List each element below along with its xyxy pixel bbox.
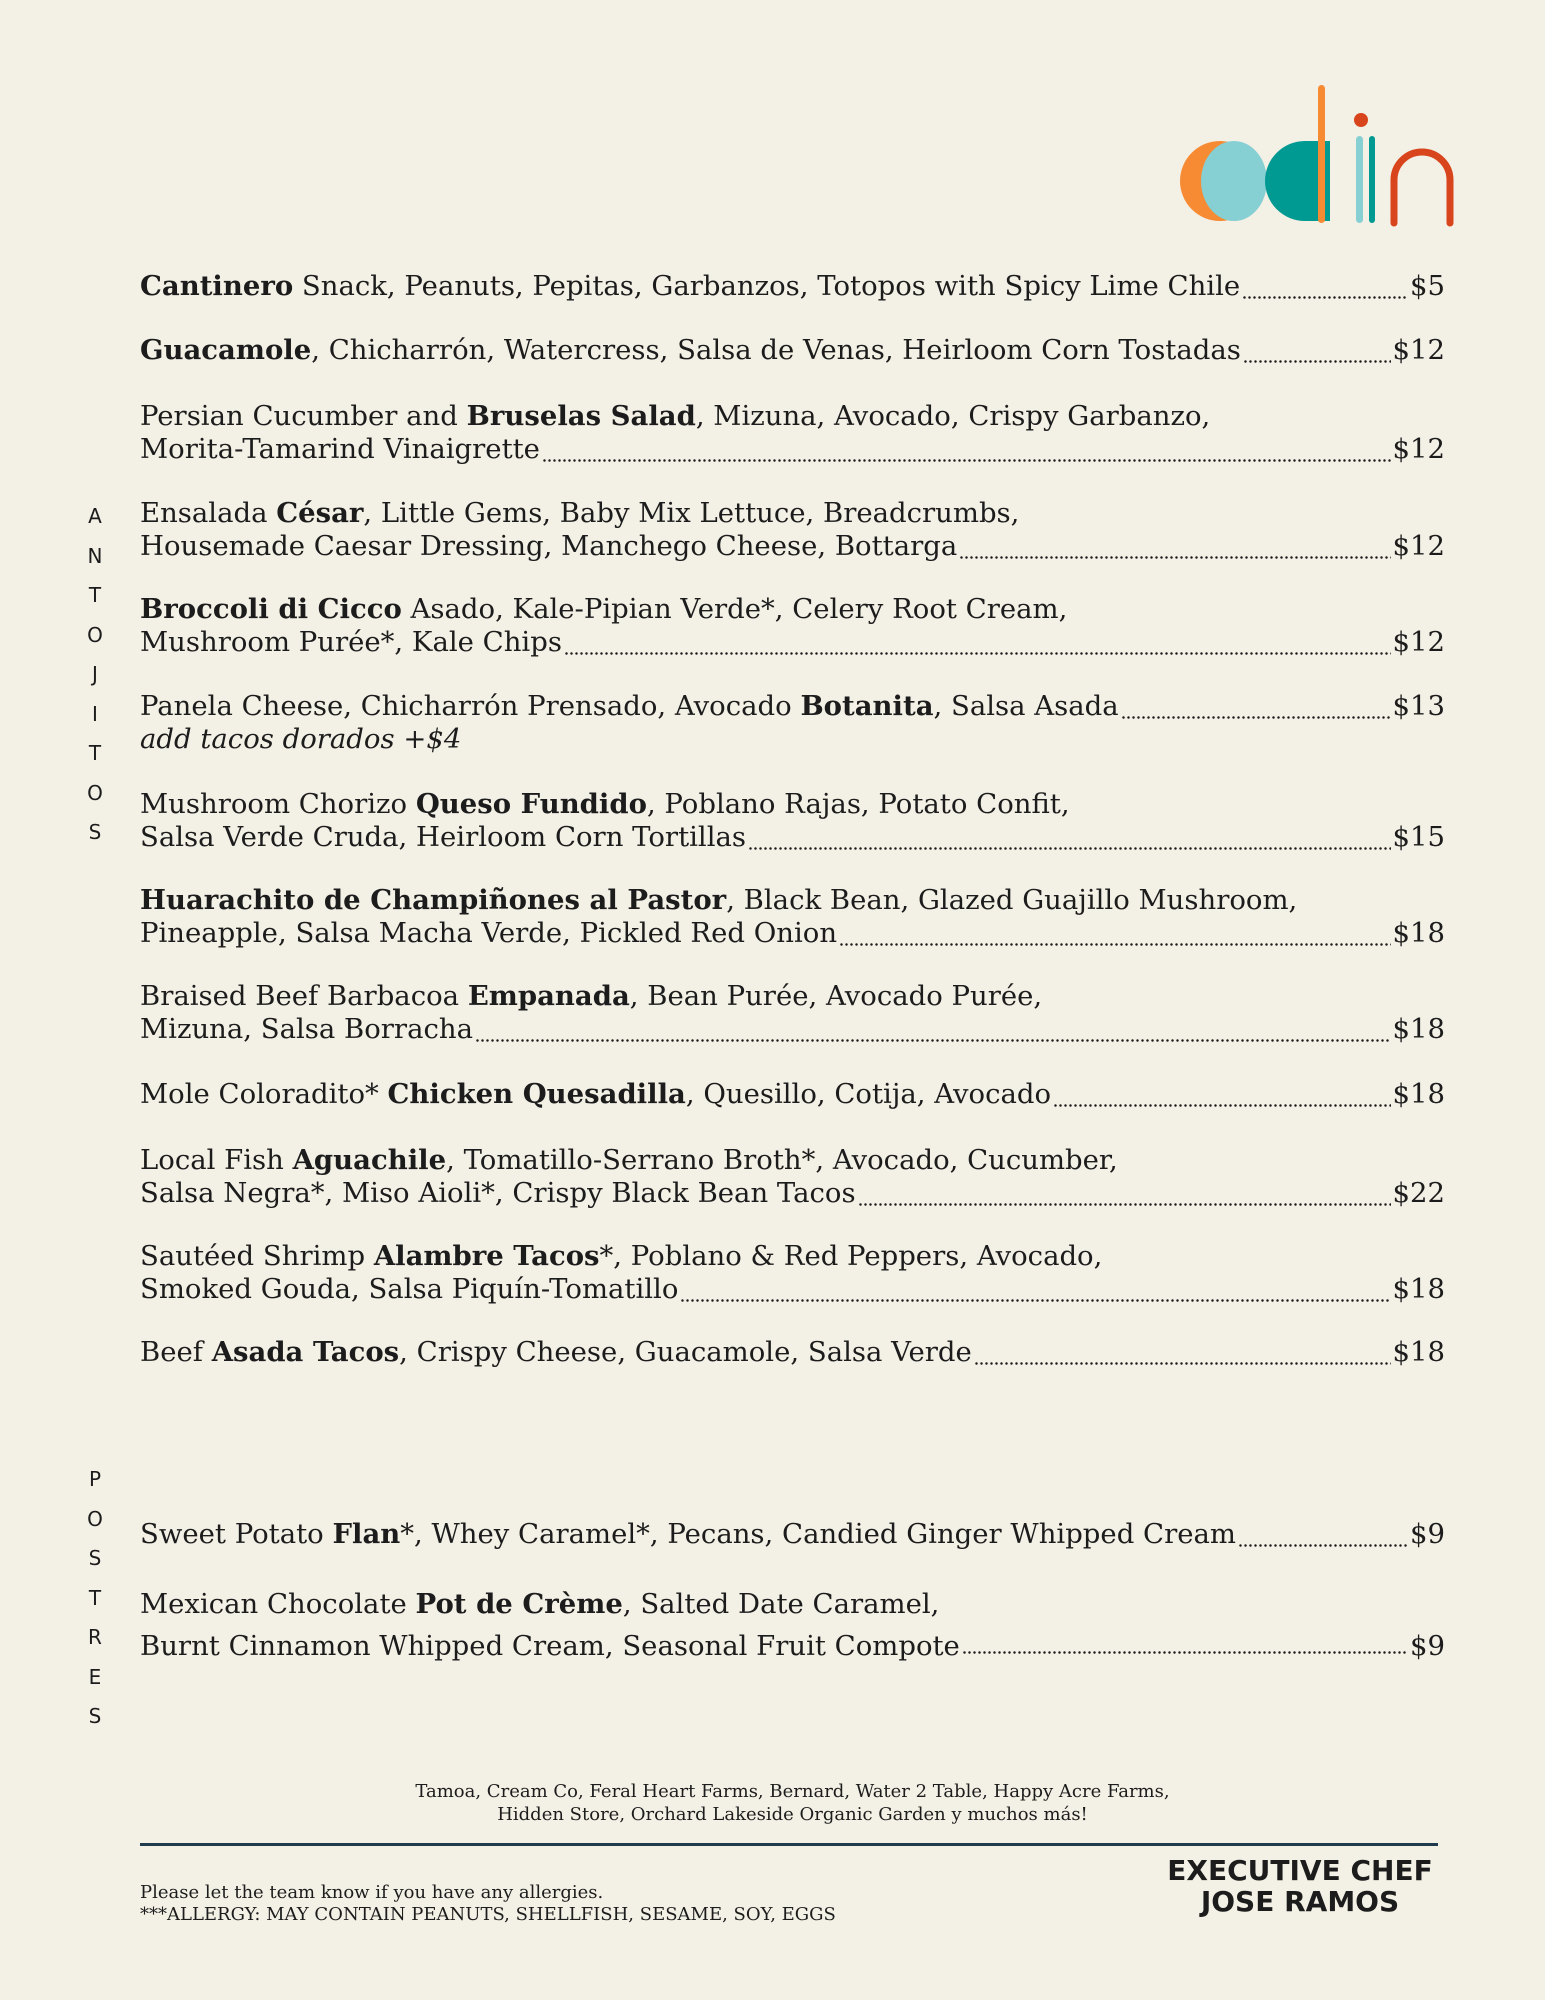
menu-item bbox=[140, 1144, 1445, 1210]
section-letter: T bbox=[88, 1585, 102, 1610]
menu-item-line bbox=[140, 690, 1445, 723]
price: $18 bbox=[1392, 1013, 1445, 1045]
menu-item-line bbox=[140, 1144, 1445, 1177]
dish-description: Snack, Peanuts, Pepitas, Garbanzos, Totopos with Spicy Lime Chile bbox=[293, 270, 1241, 302]
section-letter: J bbox=[92, 662, 98, 686]
menu-item-line bbox=[140, 1013, 1445, 1046]
price: $18 bbox=[1392, 1336, 1445, 1368]
menu-item-line bbox=[140, 497, 1445, 530]
dish-description: Salsa Negra*, Miso Aioli*, Crispy Black Bean Tacos bbox=[140, 1177, 856, 1209]
dish-description: , Black Bean, Glazed Guajillo Mushroom, bbox=[726, 884, 1298, 916]
dish-name: Chicken Quesadilla bbox=[387, 1078, 686, 1110]
menu-item bbox=[140, 1336, 1445, 1369]
menu-item-line bbox=[140, 1273, 1445, 1306]
allergy-notice bbox=[140, 1882, 836, 1926]
dish-description: , Crispy Cheese, Guacamole, Salsa Verde bbox=[399, 1336, 972, 1368]
dish-name: Queso Fundido bbox=[415, 788, 647, 820]
dot-leader bbox=[542, 433, 1391, 466]
price: $9 bbox=[1410, 1518, 1445, 1550]
section-letter: E bbox=[88, 1664, 102, 1689]
dot-leader bbox=[1121, 690, 1391, 723]
menu-item-line bbox=[140, 917, 1445, 950]
menu-item bbox=[140, 593, 1445, 659]
menu-item bbox=[140, 788, 1445, 854]
dot-leader bbox=[475, 1013, 1391, 1046]
dish-description: Ensalada bbox=[140, 497, 277, 529]
menu-item bbox=[140, 980, 1445, 1046]
menu-item bbox=[140, 1240, 1445, 1306]
section-letter: S bbox=[88, 820, 102, 844]
section-letter: A bbox=[88, 504, 102, 528]
logo-n bbox=[1394, 152, 1450, 223]
price: $9 bbox=[1410, 1630, 1445, 1662]
menu-item bbox=[140, 400, 1445, 466]
price: $18 bbox=[1392, 917, 1445, 949]
dish-description: Asado, Kale-Pipian Verde*, Celery Root Cream, bbox=[401, 593, 1068, 625]
menu-item-line bbox=[140, 400, 1445, 433]
menu-item-note: add tacos dorados +$4 bbox=[140, 723, 462, 755]
dot-leader bbox=[839, 917, 1390, 950]
dot-leader bbox=[1242, 270, 1408, 303]
price: $15 bbox=[1392, 821, 1445, 853]
dish-name: Cantinero bbox=[140, 270, 294, 302]
menu-item bbox=[140, 270, 1445, 303]
dish-description: Sweet Potato bbox=[140, 1518, 333, 1550]
menu-item-line bbox=[140, 1078, 1445, 1111]
antojitos-section-label bbox=[70, 497, 120, 853]
dish-description: Panela Cheese, Chicharrón Prensado, Avocado bbox=[140, 690, 801, 722]
section-letter: T bbox=[88, 741, 102, 765]
price: $13 bbox=[1392, 690, 1445, 722]
section-letter: P bbox=[88, 1467, 102, 1491]
logo-i-dot bbox=[1354, 113, 1368, 127]
dish-description: , Little Gems, Baby Mix Lettuce, Breadcrumbs, bbox=[363, 497, 1020, 529]
dish-name: Empanada bbox=[467, 980, 630, 1012]
menu-item-line bbox=[140, 270, 1445, 303]
dot-leader bbox=[564, 626, 1391, 659]
price: $18 bbox=[1392, 1078, 1445, 1110]
executive-chef bbox=[1150, 1855, 1450, 1917]
dish-description: Mizuna, Salsa Borracha bbox=[140, 1013, 473, 1045]
menu-item-line bbox=[140, 821, 1445, 854]
dish-name: César bbox=[276, 497, 364, 529]
menu-item bbox=[140, 884, 1445, 950]
dish-name: Bruselas Salad bbox=[466, 400, 696, 432]
dish-description: Burnt Cinnamon Whipped Cream, Seasonal Fruit Compote bbox=[140, 1630, 960, 1662]
price: $12 bbox=[1392, 334, 1445, 366]
dish-name: Alambre Tacos bbox=[373, 1240, 600, 1272]
allergy-line-2: ***ALLERGY: MAY CONTAIN PEANUTS, SHELLFISH, SESAME, SOY, EGGS bbox=[140, 1904, 836, 1925]
section-letter: I bbox=[92, 701, 98, 726]
dish-description: *, Whey Caramel*, Pecans, Candied Ginger Whipped Cream bbox=[400, 1518, 1236, 1550]
menu-item-line bbox=[140, 788, 1445, 821]
menu-item-line bbox=[140, 1625, 1445, 1667]
dish-description: Braised Beef Barbacoa bbox=[140, 980, 468, 1012]
dish-description: , Poblano Rajas, Potato Confit, bbox=[646, 788, 1070, 820]
menu-item-line bbox=[140, 1518, 1445, 1551]
dish-description: Sautéed Shrimp bbox=[140, 1240, 374, 1272]
menu-item-line bbox=[140, 433, 1445, 466]
dot-leader bbox=[680, 1273, 1390, 1306]
menu-item-line bbox=[140, 1583, 1445, 1625]
dot-leader bbox=[1243, 334, 1391, 367]
dish-description: , Salsa Asada bbox=[933, 690, 1119, 722]
dish-description: , Chicharrón, Watercress, Salsa de Venas, Heirloom Corn Tostadas bbox=[311, 334, 1241, 366]
dish-name: Asada Tacos bbox=[211, 1336, 400, 1368]
dot-leader bbox=[748, 821, 1390, 854]
purveyors-line-1: Tamoa, Cream Co, Feral Heart Farms, Bernard, Water 2 Table, Happy Acre Farms, bbox=[415, 1781, 1170, 1802]
menu-item bbox=[140, 1078, 1445, 1111]
menu-item bbox=[140, 690, 1445, 756]
dot-leader bbox=[1238, 1518, 1408, 1551]
dish-description: Mushroom Purée*, Kale Chips bbox=[140, 626, 562, 658]
allergy-line-1: Please let the team know if you have any allergies. bbox=[140, 1882, 604, 1903]
dish-description: , Quesillo, Cotija, Avocado bbox=[685, 1078, 1052, 1110]
menu-item bbox=[140, 497, 1445, 563]
dish-name: Botanita bbox=[800, 690, 934, 722]
menu-item-line bbox=[140, 530, 1445, 563]
menu-item-line bbox=[140, 1336, 1445, 1369]
dot-leader bbox=[974, 1336, 1391, 1369]
dish-description: Mushroom Chorizo bbox=[140, 788, 416, 820]
dot-leader bbox=[858, 1177, 1391, 1210]
dish-description: Housemade Caesar Dressing, Manchego Cheese, Bottarga bbox=[140, 530, 958, 562]
dish-name: Flan bbox=[332, 1518, 401, 1550]
menu-item bbox=[140, 334, 1445, 367]
price: $12 bbox=[1392, 433, 1445, 465]
dish-description: Salsa Verde Cruda, Heirloom Corn Tortillas bbox=[140, 821, 747, 853]
price: $12 bbox=[1392, 626, 1445, 658]
dish-name: Broccoli di Cicco bbox=[140, 593, 402, 625]
dish-description: Local Fish bbox=[140, 1144, 293, 1176]
logo-o-teal bbox=[1201, 141, 1267, 221]
footer-divider bbox=[140, 1843, 1438, 1846]
price: $22 bbox=[1392, 1177, 1445, 1209]
dish-description: Beef bbox=[140, 1336, 212, 1368]
menu-item-line bbox=[140, 1240, 1445, 1273]
dish-name: Guacamole bbox=[140, 334, 312, 366]
dish-description: , Tomatillo-Serrano Broth*, Avocado, Cucumber, bbox=[446, 1144, 1118, 1176]
logo-d-stem bbox=[1318, 85, 1325, 223]
menu-item-line bbox=[140, 884, 1445, 917]
odin-logo bbox=[1150, 80, 1460, 230]
dish-description: Pineapple, Salsa Macha Verde, Pickled Red Onion bbox=[140, 917, 838, 949]
dish-description: Morita-Tamarind Vinaigrette bbox=[140, 433, 540, 465]
section-letter: R bbox=[88, 1625, 102, 1649]
dish-description: , Mizuna, Avocado, Crispy Garbanzo, bbox=[695, 400, 1211, 432]
menu-item-line bbox=[140, 593, 1445, 626]
purveyors-credits bbox=[140, 1780, 1445, 1826]
price: $18 bbox=[1392, 1273, 1445, 1305]
menu-item-line bbox=[140, 1177, 1445, 1210]
menu-item-line bbox=[140, 980, 1445, 1013]
section-letter: O bbox=[87, 1506, 103, 1531]
dish-description: Mexican Chocolate bbox=[140, 1588, 416, 1620]
menu-item bbox=[140, 1518, 1445, 1551]
dot-leader bbox=[959, 530, 1390, 563]
price: $5 bbox=[1410, 270, 1445, 302]
purveyors-line-2: Hidden Store, Orchard Lakeside Organic Garden y muchos más! bbox=[497, 1804, 1088, 1825]
menu-item-line bbox=[140, 626, 1445, 659]
dish-name: Huarachito de Champiñones al Pastor bbox=[140, 884, 727, 916]
postres-section-label bbox=[70, 1460, 120, 1737]
dot-leader bbox=[1053, 1078, 1390, 1111]
logo-i-stem bbox=[1356, 136, 1363, 223]
dish-description: Persian Cucumber and bbox=[140, 400, 467, 432]
chef-title: EXECUTIVE CHEF bbox=[1167, 1854, 1433, 1887]
menu-item-line bbox=[140, 334, 1445, 367]
menu-item bbox=[140, 1583, 1445, 1667]
section-letter: S bbox=[88, 1546, 102, 1570]
section-letter: O bbox=[87, 622, 103, 647]
section-letter: O bbox=[87, 780, 103, 805]
logo-i-stem-teal bbox=[1369, 136, 1375, 223]
dish-description: Mole Coloradito* bbox=[140, 1078, 388, 1110]
dish-description: Smoked Gouda, Salsa Piquín-Tomatillo bbox=[140, 1273, 679, 1305]
dish-name: Pot de Crème bbox=[415, 1588, 623, 1620]
section-letter: S bbox=[88, 1704, 102, 1728]
section-letter: N bbox=[87, 543, 103, 568]
dot-leader bbox=[962, 1625, 1408, 1667]
dish-description: *, Poblano & Red Peppers, Avocado, bbox=[599, 1240, 1103, 1272]
section-letter: T bbox=[88, 583, 102, 607]
dish-description: , Bean Purée, Avocado Purée, bbox=[629, 980, 1043, 1012]
price: $12 bbox=[1392, 530, 1445, 562]
chef-name: JOSE RAMOS bbox=[1200, 1885, 1400, 1918]
dish-description: , Salted Date Caramel, bbox=[622, 1588, 940, 1620]
dish-name: Aguachile bbox=[292, 1144, 447, 1176]
